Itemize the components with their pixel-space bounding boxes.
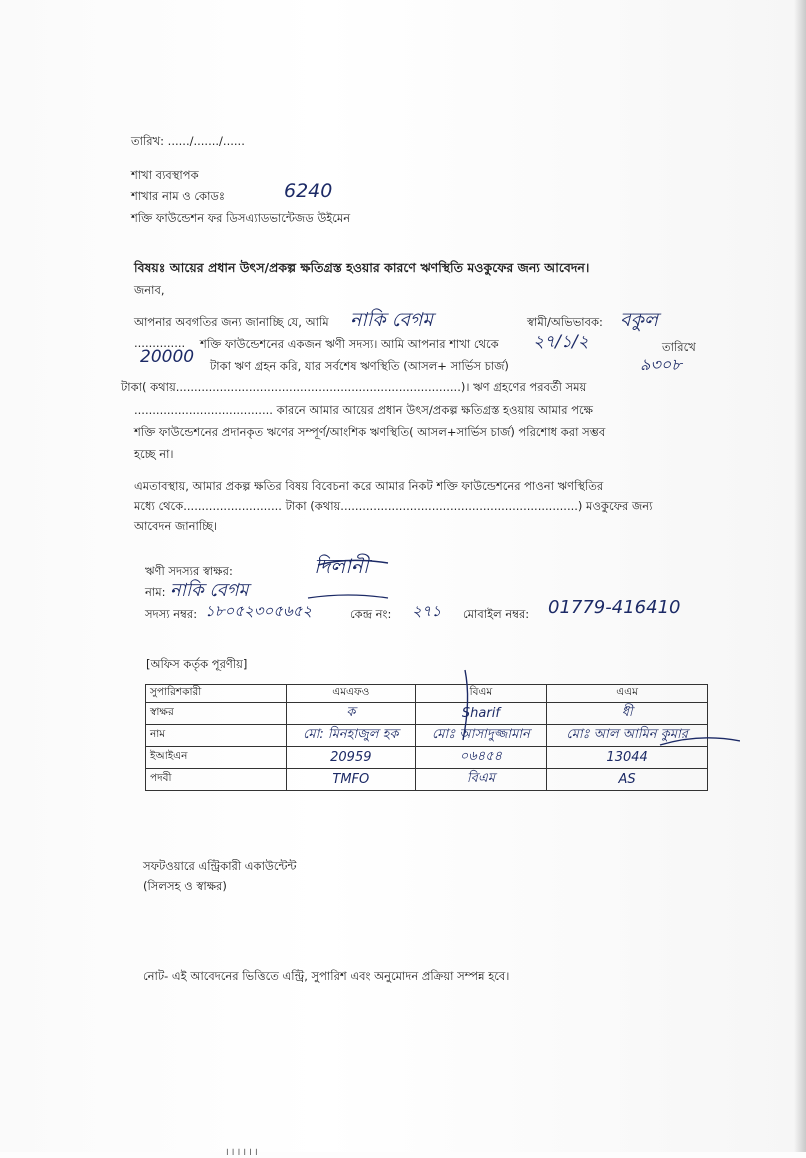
row-label: নাম xyxy=(146,725,287,747)
center-handwritten: ২৭১ xyxy=(412,602,442,620)
mobile-handwritten: 01779-416410 xyxy=(548,597,681,618)
para1-line6: শক্তি ফাউন্ডেশনের প্রদানকৃত ঋণের সম্পূর্ণ/আংশিক ঋণস্থিতি( আসল+সার্ভিস চার্জ) পরিশোধ করা সম্ভব xyxy=(134,425,606,439)
office-heading: [অফিস কর্তৃক পূরণীয়] xyxy=(146,657,248,671)
para1-line3: টাকা ঋণ গ্রহন করি, যার সর্বশেষ ঋণস্থিতি (আসল+ সার্ভিস চার্জ) xyxy=(210,359,509,373)
bottom-mark: ।।।।।। xyxy=(225,1147,260,1158)
para1-line7: হচ্ছে না। xyxy=(134,447,174,461)
para1-line4: টাকা( কথায়..............................................................................)। ঋণ গ্রহণের পরবর্তী সময় xyxy=(121,380,587,394)
applicant-name-handwritten: নাকি বেগম xyxy=(350,309,433,331)
table-cell: ০৬৪৫৪ xyxy=(415,747,547,769)
recipient-title: শাখা ব্যবস্থাপক xyxy=(131,168,199,182)
row-label: ইআইএন xyxy=(146,747,287,769)
page-edge-shadow xyxy=(794,0,806,1152)
center-label: কেন্দ্র নং: xyxy=(350,607,392,621)
seal-sign-label: (সিলসহ ও স্বাক্ষর) xyxy=(143,879,227,893)
table-cell: বিএম xyxy=(415,769,547,791)
signature-cell: ধী xyxy=(547,703,708,725)
note-line: নোট- এই আবেদনের ভিত্তিতে এন্ট্রি, সুপারিশ এবং অনুমোদন প্রক্রিয়া সম্পন্ন হবে। xyxy=(143,969,510,983)
loan-amount-handwritten: 20000 xyxy=(140,347,195,367)
subject-line: বিষয়ঃ আয়ের প্রধান উৎস/প্রকল্প ক্ষতিগ্রস্ত হওয়ার কারণে ঋণস্থিতি মওকুফের জন্য আবেদন। xyxy=(134,260,590,275)
table-cell: মো: মিনহাজুল হক xyxy=(287,725,416,747)
ink-strokes xyxy=(140,540,740,800)
member-name-label: নাম: xyxy=(145,585,166,599)
branch-label: শাখার নাম ও কোডঃ xyxy=(131,189,226,203)
member-no-label: সদস্য নম্বর: xyxy=(145,607,198,621)
entry-accountant-label: সফটওয়ারে এন্ট্রিকারী একাউন্টেন্ট xyxy=(143,859,297,873)
row-label: পদবী xyxy=(146,769,287,791)
para1-line2: শক্তি ফাউন্ডেশনের একজন ঋণী সদস্য। আমি আপনার শাখা থেকে xyxy=(200,337,499,351)
organization-line: শক্তি ফাউন্ডেশন ফর ডিসএ্যাডভান্টেজড উইমেন xyxy=(131,211,351,225)
branch-code-handwritten: 6240 xyxy=(284,180,333,202)
member-signature: দিলানী xyxy=(314,554,369,578)
mobile-label: মোবাইল নম্বর: xyxy=(463,607,530,621)
para2-line1: এমতাবস্থায়, আমার প্রকল্প ক্ষতির বিষয় বিবেচনা করে আমার নিকট শক্তি ফাউন্ডেশনের পাওনা ঋণস্থিতির xyxy=(134,479,604,493)
table-cell: মোঃ আল আমিন কুমার xyxy=(547,725,708,747)
table-header-cell: সুপারিশকারী xyxy=(146,685,287,703)
para1-line5: ...................................... কারনে আমার আয়ের প্রধান উৎস/প্রকল্প ক্ষতিগ্রস্ত হওয়ায় আমার পক্ষে xyxy=(134,403,593,417)
para1-date-suffix: তারিখে xyxy=(662,340,696,354)
table-header-cell: বিএম xyxy=(415,685,547,703)
para1-line1a: আপনার অবগতির জন্য জানাচ্ছি যে, আমি xyxy=(134,315,329,329)
table-cell: মোঃ আসাদুজ্জামান xyxy=(415,725,547,747)
table-cell: AS xyxy=(547,769,708,791)
guardian-name-handwritten: বকুল xyxy=(620,309,659,331)
table-header-cell: এমএফও xyxy=(287,685,416,703)
table-cell: 20959 xyxy=(287,747,416,769)
table-cell: 13044 xyxy=(547,747,708,769)
member-no-handwritten: ১৮০৫২৩০৫৬৫২ xyxy=(205,602,313,620)
member-sign-label: ঋণী সদস্যর স্বাক্ষর: xyxy=(145,564,233,578)
signature-cell: ক xyxy=(287,703,416,725)
date-label: তারিখ: ....../......./...... xyxy=(131,134,245,148)
para1-dots: .............. xyxy=(134,336,186,350)
balance-handwritten: ৯৩০৮ xyxy=(640,355,682,374)
table-cell: TMFO xyxy=(287,769,416,791)
para1-guardian-label: স্বামী/অভিভাবক: xyxy=(527,315,603,329)
row-label: স্বাক্ষর xyxy=(146,703,287,725)
table-header-cell: এএম xyxy=(547,685,708,703)
member-name-handwritten: নাকি বেগম xyxy=(170,580,249,601)
signature-cell: Sharif xyxy=(415,703,547,725)
para2-line2: মধ্যে থেকে........................... টাকা (কথায়.................................................................) মওকুফের জন্য xyxy=(134,499,653,513)
loan-date-handwritten: ২৭/১/২ xyxy=(533,332,589,352)
salutation: জনাব, xyxy=(134,283,165,297)
para2-line3: আবেদন জানাচ্ছি। xyxy=(134,519,218,533)
